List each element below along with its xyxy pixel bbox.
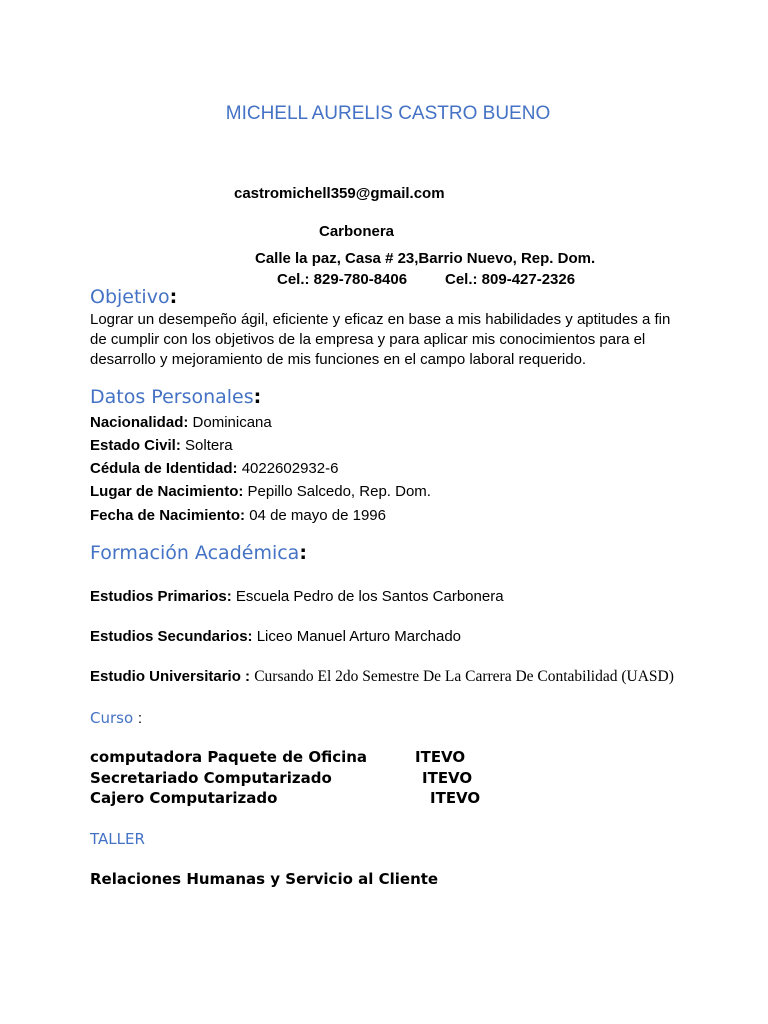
personal-heading-colon: : [253, 386, 262, 408]
courses-heading-label: Curso [90, 709, 134, 727]
objective-line: Lograr un desempeño ágil, eficiente y eficaz en base a mis habilidades y aptitudes a fin [90, 311, 671, 328]
objective-heading-label: Objetivo [90, 286, 170, 308]
field-label: Estudios Primarios: [90, 588, 232, 605]
city-text: Carbonera [319, 223, 395, 240]
field-value: Liceo Manuel Arturo Marchado [256, 628, 461, 645]
field-birthdate [90, 507, 386, 524]
field-label: Lugar de Nacimiento: [90, 483, 244, 500]
course-institution: ITEVO [430, 789, 481, 807]
objective-heading-colon: : [169, 286, 178, 308]
courses-heading [90, 709, 142, 727]
field-value: Dominicana [192, 414, 272, 431]
education-primary [90, 588, 504, 605]
field-nationality [90, 414, 272, 431]
education-university [90, 668, 674, 686]
course-name: Cajero Computarizado [90, 789, 278, 807]
email-text: castromichell359@gmail.com [234, 185, 445, 202]
education-heading [90, 542, 307, 564]
objective-line: de cumplir con los objetivos de la empresa y para aplicar mis conocimientos para el [90, 331, 646, 348]
field-value: Pepillo Salcedo, Rep. Dom. [247, 483, 431, 500]
phone-1: Cel.: 829-780-8406 [277, 271, 408, 288]
field-label: Estado Civil: [90, 437, 181, 454]
field-value: 4022602932-6 [241, 460, 339, 477]
course-name: Secretariado Computarizado [90, 769, 332, 787]
workshop-heading: TALLER [90, 830, 145, 848]
field-value: 04 de mayo de 1996 [249, 507, 386, 524]
page-title: MICHELL AURELIS CASTRO BUENO [225, 103, 551, 124]
field-label: Estudio Universitario : [90, 668, 251, 685]
field-label: Estudios Secundarios: [90, 628, 253, 645]
phone-2: Cel.: 809-427-2326 [445, 271, 576, 288]
course-institution: ITEVO [422, 769, 473, 787]
course-name: computadora Paquete de Oficina [90, 748, 368, 766]
education-secondary [90, 628, 461, 645]
field-value: Cursando El 2do Semestre De La Carrera De Contabilidad (UASD) [254, 668, 674, 685]
course-institution: ITEVO [415, 748, 466, 766]
field-value: Escuela Pedro de los Santos Carbonera [235, 588, 504, 605]
personal-heading-label: Datos Personales [90, 386, 254, 408]
field-civil-status [90, 437, 233, 454]
personal-heading [90, 386, 261, 408]
workshop-item: Relaciones Humanas y Servicio al Cliente [90, 870, 439, 888]
objective-line: desarrollo y mejoramiento de mis funciones en el campo laboral requerido. [90, 351, 587, 368]
field-id-number [90, 460, 338, 477]
objective-text [90, 310, 670, 370]
field-label: Fecha de Nacimiento: [90, 507, 246, 524]
field-birthplace [90, 483, 431, 500]
field-value: Soltera [185, 437, 233, 454]
courses-heading-colon: : [137, 710, 143, 727]
address-text: Calle la paz, Casa # 23,Barrio Nuevo, Rep. Dom. [255, 250, 596, 267]
field-label: Cédula de Identidad: [90, 460, 238, 477]
field-label: Nacionalidad: [90, 414, 189, 431]
education-heading-colon: : [299, 542, 307, 564]
education-heading-label: Formación Académica [90, 542, 300, 564]
objective-heading [90, 286, 177, 308]
